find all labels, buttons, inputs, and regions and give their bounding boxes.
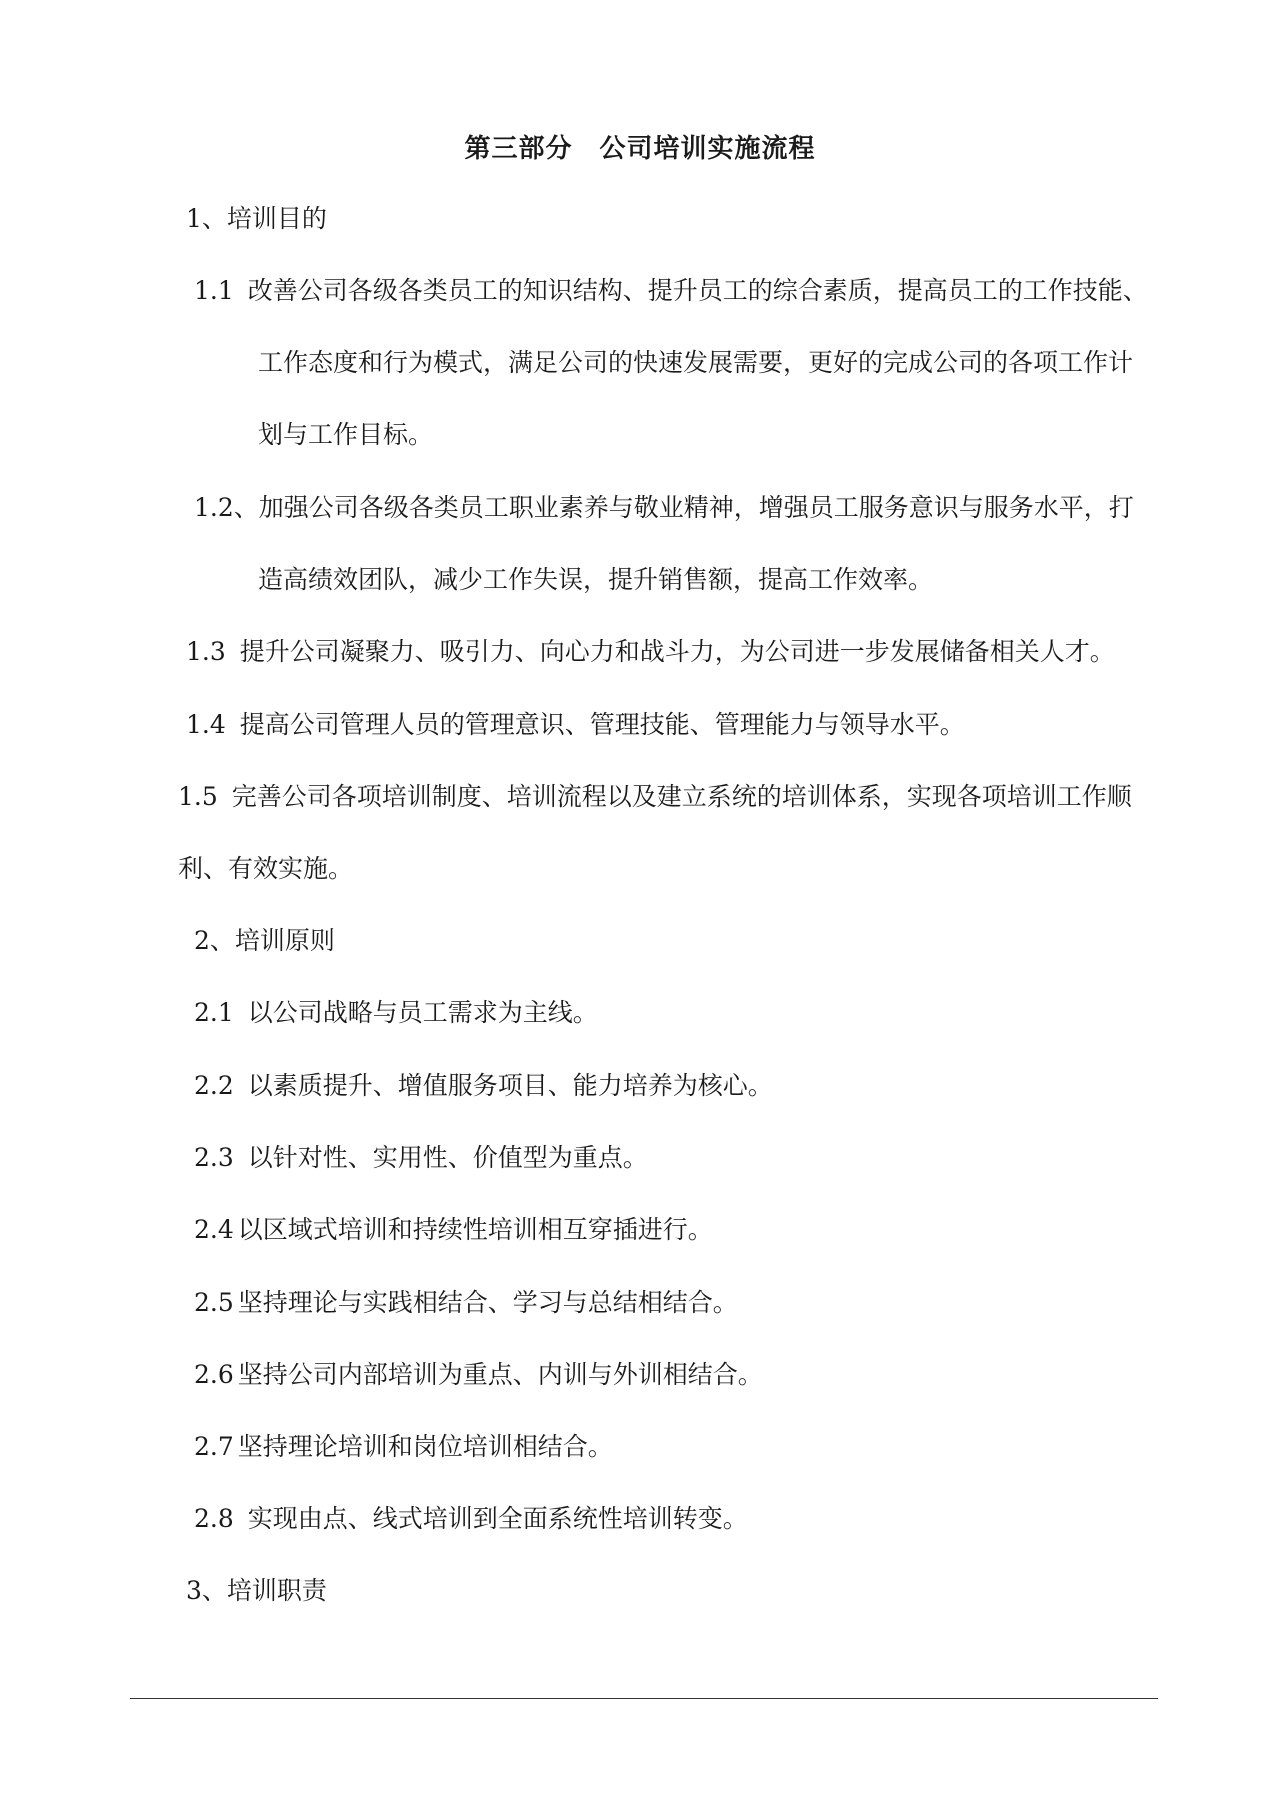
item-number: 1.4 xyxy=(186,710,226,739)
item-text: 坚持理论培训和岗位培训相结合。 xyxy=(237,1432,613,1461)
list-item xyxy=(194,1213,713,1247)
item-text: 以区域式培训和持续性培训相互穿插进行。 xyxy=(237,1215,713,1244)
list-item xyxy=(194,274,1148,308)
item-number: 2.5 xyxy=(194,1288,234,1317)
list-item xyxy=(194,996,598,1030)
list-item xyxy=(194,1502,748,1536)
section-heading: 3、培训职责 xyxy=(186,1576,327,1605)
item-text: 以公司战略与员工需求为主线。 xyxy=(247,998,598,1027)
list-item xyxy=(194,1069,773,1103)
item-text-continuation: 造高绩效团队，减少工作失误，提升销售额，提高工作效率。 xyxy=(258,565,934,594)
item-number: 2.7 xyxy=(194,1432,234,1461)
page-title: 第三部分 公司培训实施流程 xyxy=(464,134,816,164)
item-text-continuation: 利、有效实施。 xyxy=(178,854,354,883)
item-text: 坚持理论与实践相结合、学习与总结相结合。 xyxy=(237,1288,738,1317)
list-item xyxy=(194,1286,738,1320)
item-text: 实现由点、线式培训到全面系统性培训转变。 xyxy=(247,1504,748,1533)
item-text: 坚持公司内部培训为重点、内训与外训相结合。 xyxy=(237,1360,763,1389)
list-item xyxy=(178,780,1132,814)
section-heading: 1、培训目的 xyxy=(186,204,327,233)
item-text: 完善公司各项培训制度、培训流程以及建立系统的培训体系，实现各项培训工作顺 xyxy=(231,782,1132,811)
item-text-continuation: 划与工作目标。 xyxy=(258,420,434,449)
item-text: 提高公司管理人员的管理意识、管理技能、管理能力与领导水平。 xyxy=(239,710,965,739)
item-text: 以素质提升、增值服务项目、能力培养为核心。 xyxy=(247,1071,773,1100)
list-item xyxy=(186,635,1115,669)
item-number: 1.1 xyxy=(194,276,234,305)
item-number: 2.1 xyxy=(194,998,234,1027)
item-number: 2.6 xyxy=(194,1360,234,1389)
item-number: 1.5 xyxy=(178,782,218,811)
list-item: 1.2、加强公司各级各类员工职业素养与敬业精神，增强员工服务意识与服务水平，打 xyxy=(194,493,1134,522)
item-number: 1.3 xyxy=(186,637,226,666)
section-heading: 2、培训原则 xyxy=(194,926,335,955)
item-number: 2.2 xyxy=(194,1071,234,1100)
item-text: 以针对性、实用性、价值型为重点。 xyxy=(247,1143,648,1172)
item-text-continuation: 工作态度和行为模式，满足公司的快速发展需要，更好的完成公司的各项工作计 xyxy=(258,348,1134,377)
item-number: 2.3 xyxy=(194,1143,234,1172)
item-number: 2.4 xyxy=(194,1215,234,1244)
item-text: 改善公司各级各类员工的知识结构、提升员工的综合素质，提高员工的工作技能、 xyxy=(247,276,1148,305)
item-number: 2.8 xyxy=(194,1504,234,1533)
list-item xyxy=(194,1358,763,1392)
footer-divider xyxy=(130,1698,1158,1699)
list-item xyxy=(194,1141,648,1175)
item-text: 提升公司凝聚力、吸引力、向心力和战斗力，为公司进一步发展储备相关人才。 xyxy=(239,637,1115,666)
list-item xyxy=(194,1430,613,1464)
list-item xyxy=(186,708,965,742)
